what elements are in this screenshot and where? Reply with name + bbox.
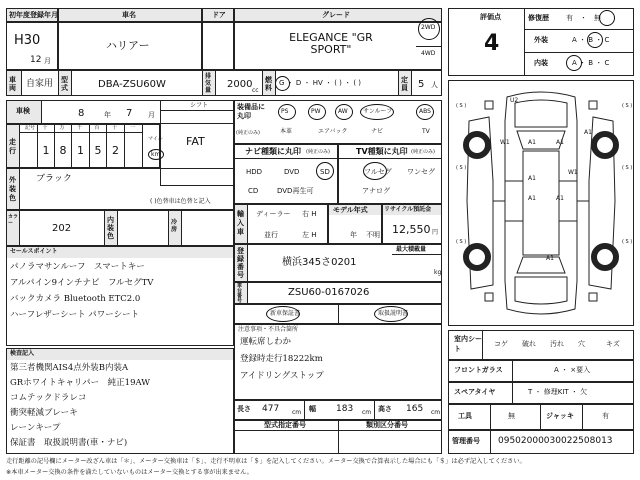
mark-a1: A1 xyxy=(528,175,536,182)
manual: 取扱説明書 xyxy=(378,310,409,317)
side-mark: ( S ) xyxy=(622,165,633,171)
mileage-unit-label: 十 xyxy=(42,125,48,131)
seat-option: 破れ xyxy=(522,340,536,348)
sales-points-label: セールスポイント xyxy=(10,248,58,255)
side-mark: ( S ) xyxy=(622,239,633,245)
rating-label: 評価点 xyxy=(480,13,501,21)
side-mark: ( S ) xyxy=(622,103,633,109)
repair-label: 修復歴 xyxy=(528,14,549,22)
exterior-b-circle xyxy=(587,32,603,48)
exterior-label: 外装 xyxy=(534,36,548,44)
height-value: 165 xyxy=(406,404,424,414)
mileage-digit: 8 xyxy=(59,144,67,157)
side-mark: ( S ) xyxy=(456,165,467,171)
inspection-month-unit: 月 xyxy=(148,111,155,119)
mileage-unit-label: 万 xyxy=(59,125,65,131)
recycle-label: リサイクル預託金 xyxy=(384,206,432,213)
mark-a1: A1 xyxy=(556,195,564,202)
refrig-label: 冷房 xyxy=(171,219,178,233)
import-left: 左 H xyxy=(302,231,317,239)
mileage-unit-label: 百 xyxy=(94,125,100,131)
equipment-item: PW xyxy=(311,108,321,115)
mileage-label: 走行 xyxy=(9,138,16,155)
mileage-col-divider xyxy=(142,124,143,168)
navi-sd: SD xyxy=(320,168,330,176)
width-label: 幅 xyxy=(309,405,316,413)
mark-a1: A1 xyxy=(528,195,536,202)
usage-value: 自家用 xyxy=(26,79,54,89)
mileage-unit-km: km xyxy=(151,151,161,158)
equipment-item-bottom: エアバック xyxy=(318,128,348,135)
note-line: 運転席しわか xyxy=(240,337,292,347)
seat-option: コゲ xyxy=(494,340,508,348)
navi-dvd-play: DVD再生可 xyxy=(277,187,314,195)
inspector-line: 保証書 取扱説明書(車・ナビ) xyxy=(10,438,128,448)
color-note: ( )色替車は色替と記入 xyxy=(150,198,211,205)
color-value: ブラック xyxy=(36,174,72,184)
type-label: 型式 xyxy=(61,76,68,92)
mark-a1: A1 xyxy=(546,255,554,262)
mileage-unit-label: 一 xyxy=(130,125,136,131)
height-label: 高さ xyxy=(378,405,392,413)
mileage-unit-label: 千 xyxy=(77,125,83,131)
tv-fullseg: フルセグ xyxy=(364,168,392,176)
repair-options: 有 ・ 無 xyxy=(566,14,601,22)
interior-color-label: 内装色 xyxy=(107,216,114,240)
seat-option: キズ xyxy=(606,340,620,348)
car-name-value: ハリアー xyxy=(106,39,150,52)
disp-value: 2000 xyxy=(227,79,253,90)
mileage-unit-mile: マイル xyxy=(148,136,163,142)
max-load-unit: kg xyxy=(434,269,442,276)
reg-year-label: 初年度登録年月 xyxy=(9,11,58,19)
disp-unit: cc xyxy=(252,87,259,94)
management-label: 管理番号 xyxy=(452,437,480,445)
interior-a-circle xyxy=(566,55,582,71)
usage-label: 車両 xyxy=(9,76,16,92)
inspector-line: 第三者機関AIS4点外装B内装A xyxy=(10,363,129,373)
navi-title: ナビ種類に丸印 xyxy=(245,147,301,156)
cap-unit: 人 xyxy=(431,81,438,89)
fuel-options: G ・ D ・ HV ・ ( ) ・ ( ) xyxy=(279,79,362,87)
length-value: 477 xyxy=(262,404,280,414)
mileage-col-divider xyxy=(37,124,38,168)
color-code-cell xyxy=(6,210,234,246)
mark-w1: W1 xyxy=(568,169,578,176)
navi-title-note: (純正のみ) xyxy=(306,149,330,155)
windshield-options: A ・ ×要入 xyxy=(554,366,591,374)
cap-value: 5 xyxy=(418,79,425,90)
max-load-label: 最大積載量 xyxy=(396,246,427,253)
import-dealer: ディーラー xyxy=(256,210,291,218)
jack-label: ジャッキ xyxy=(546,412,574,420)
equipment-item-bottom: 本革 xyxy=(280,128,293,135)
mark-w1: W1 xyxy=(500,139,510,146)
color-code-value: 202 xyxy=(52,223,72,234)
recycle-unit: 円 xyxy=(432,229,439,236)
cap-label: 定員 xyxy=(401,76,408,92)
color-label: 外装色 xyxy=(9,176,16,202)
tv-oneseg: ワンセグ xyxy=(407,168,435,176)
mileage-unit-label: 十 xyxy=(112,125,118,131)
mileage-col-divider xyxy=(124,124,125,168)
mileage-digit: 2 xyxy=(112,144,119,157)
import-label: 輸入車 xyxy=(237,210,244,236)
tv-title-note: (純正のみ) xyxy=(411,149,435,155)
sales-point-line: アルパイン9インチナビ フルセグTV xyxy=(10,278,154,288)
side-mark: ( S ) xyxy=(456,239,467,245)
mileage-col-divider xyxy=(71,124,72,168)
length-unit: cm xyxy=(292,409,302,416)
note-line: 登録時走行18222km xyxy=(240,354,323,364)
color-code-label: カラー xyxy=(8,214,19,226)
import-right: 右 H xyxy=(302,210,317,218)
disp-label: 排気量 xyxy=(205,73,212,94)
door-label: ドア xyxy=(212,11,226,19)
reg-month: 12 xyxy=(30,55,42,65)
equipment-item: サンルーフ xyxy=(363,108,393,115)
reg-era-year: H30 xyxy=(14,33,41,48)
model-year-unit: 年 xyxy=(350,231,357,239)
mileage-digit: 1 xyxy=(77,144,84,157)
mileage-unit-label: 記号 xyxy=(25,125,36,131)
side-mark: ( S ) xyxy=(456,103,467,109)
inspection-year: 8 xyxy=(78,108,85,119)
mileage-digit: 1 xyxy=(42,144,50,157)
tv-title: TV種類に丸印 xyxy=(356,147,408,156)
width-unit: cm xyxy=(362,409,372,416)
equipment-label: 装備品に丸印 xyxy=(237,103,265,120)
equipment-item: PS xyxy=(281,108,289,115)
mark-u2: U2 xyxy=(510,97,519,104)
seat-option: 汚れ xyxy=(550,340,564,348)
mileage-digit: 5 xyxy=(94,144,102,157)
new-car-warranty: 新車保証書 xyxy=(270,310,301,317)
mileage-col-divider xyxy=(54,124,55,168)
chassis-label: 車台番号 xyxy=(237,283,243,304)
rating-score: 4 xyxy=(484,31,500,56)
width-value: 183 xyxy=(336,404,354,414)
tv-analog: アナログ xyxy=(362,187,390,195)
inspector-line: レーンキープ xyxy=(10,423,61,433)
footer-line-1: 走行距離の記号欄にメーター改ざん車は「＊」、メーター交換車は「＄」、走行不明車は「＄」を記入してください。メーター交換で合算表示した場合にも「＄」は必ず記入してください。 xyxy=(6,458,526,465)
equipment-sub: (純正のみ) xyxy=(236,130,260,136)
sales-point-line: ハーフレザーシート パワーシート xyxy=(10,310,140,320)
tools-label: 工具 xyxy=(458,412,472,420)
length-label: 長さ xyxy=(237,405,251,413)
reg-month-unit: 月 xyxy=(44,57,51,65)
sales-point-line: パノラマサンルーフ スマートキー xyxy=(10,262,145,272)
jack-value: 有 xyxy=(602,412,609,420)
sales-point-line: バックカメラ Bluetooth ETC2.0 xyxy=(10,294,141,304)
drive-4wd: 4WD xyxy=(421,50,436,57)
mileage-col-divider xyxy=(89,124,90,168)
category-label: 類別区分番号 xyxy=(366,421,408,429)
plate-label: 登録番号 xyxy=(237,247,244,279)
navi-cd: CD xyxy=(248,187,259,195)
inspector-line: 衝突軽減ブレーキ xyxy=(10,408,78,418)
mark-a1: A1 xyxy=(528,139,536,146)
chassis-value: ZSU60-0167026 xyxy=(288,287,370,298)
inspector-line: コムテックドラレコ xyxy=(10,393,87,403)
recycle-value: 12,550 xyxy=(392,223,431,236)
shift-label: シフト xyxy=(190,102,209,109)
equipment-item: ABS xyxy=(419,108,431,115)
plate-value: 横浜345さ0201 xyxy=(282,257,357,268)
model-designation-label: 型式指定番号 xyxy=(264,421,306,429)
shift-value: FAT xyxy=(186,135,205,148)
equipment-item-bottom: TV xyxy=(422,128,430,135)
exterior-options: A ・ B ・ C xyxy=(572,36,610,44)
footer-line-2: ※本車メーター交換の条件を満たしていないものはメーター交換とする事が出来ません。 xyxy=(6,469,253,476)
mileage-col-divider xyxy=(106,124,107,168)
grade-value: ELEGANCE "GR SPORT" xyxy=(289,31,373,56)
grade-label: グレード xyxy=(322,11,350,19)
type-value: DBA-ZSU60W xyxy=(98,79,166,90)
equipment-item: AW xyxy=(338,108,348,115)
door-cell xyxy=(202,22,234,70)
interior-options: A ・ B ・ C xyxy=(572,59,610,67)
seat-label: 室内シート xyxy=(454,335,482,353)
tools-value: 無 xyxy=(508,412,515,420)
model-year-label: モデル年式 xyxy=(333,206,368,214)
note-line: アイドリングストップ xyxy=(240,371,324,381)
navi-hdd: HDD xyxy=(246,168,263,176)
repair-none-circle xyxy=(599,10,615,26)
model-year-unknown: 不明 xyxy=(366,231,380,239)
seat-option: 穴 xyxy=(578,340,585,348)
height-unit: cm xyxy=(431,409,441,416)
spare-options: T ・ 修理KIT ・ 欠 xyxy=(528,388,588,396)
fuel-label: 燃料 xyxy=(265,76,272,92)
car-name-label: 車名 xyxy=(122,11,136,19)
inspection-year-unit: 年 xyxy=(104,111,111,119)
mark-a1: A1 xyxy=(556,139,564,146)
navi-dvd: DVD xyxy=(284,168,300,176)
spare-label: スペアタイヤ xyxy=(454,388,496,396)
inspector-line: GRホワイトキャリパー 純正19AW xyxy=(10,378,151,388)
notes-label: 注意事項・不具合箇所 xyxy=(238,326,299,333)
inspector-label: 検査記入 xyxy=(10,350,35,357)
car-diagram xyxy=(449,81,633,325)
equipment-item-bottom: ナビ xyxy=(371,128,384,135)
mark-a1: A1 xyxy=(584,129,592,136)
interior-label: 内装 xyxy=(534,59,548,67)
inspection-label: 車検 xyxy=(16,107,30,115)
management-value: 09502000030022508013 xyxy=(498,436,613,446)
windshield-label: フロントガラス xyxy=(454,366,503,374)
import-parallel: 並行 xyxy=(264,231,278,239)
inspection-month: 7 xyxy=(126,108,133,119)
drive-2wd: 2WD xyxy=(421,24,436,31)
